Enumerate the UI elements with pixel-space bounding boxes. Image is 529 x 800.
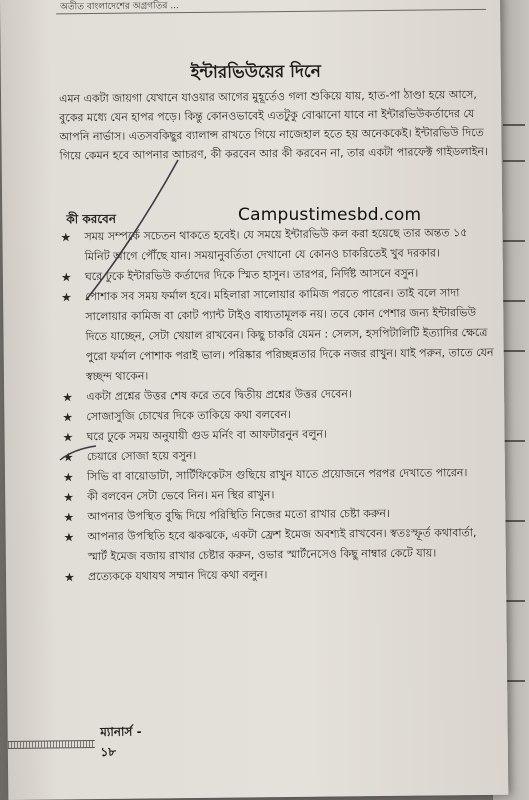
- star-icon: ★: [63, 530, 75, 545]
- tip-text: ঘরে ঢুকে ইন্টারভিউ কর্তাদের দিকে স্মিত হাসুন। তারপর, নির্দিষ্ট আসনে বসুন।: [84, 266, 419, 284]
- tip-text: প্রত্যেককে যথাযথ সম্মান দিয়ে কথা বলুন।: [87, 568, 268, 584]
- star-icon: ★: [61, 290, 72, 305]
- star-icon: ★: [62, 390, 74, 405]
- intro-paragraph: এমন একটা জায়গা যেখানে যাওয়ার আগের মুহূর্তেও গলা শুকিয়ে যায়, হাত-পা ঠাণ্ডা হয়ে আসে, বুকের মধ্যে যেন হাপর পড়ে। কিন্তু কোনওভাবেই এতটুকু বোঝানো যাবে না ইন্টারভিউকর্তাদের যে আপনি নার্ভাস। এতসবকিছুর ব্যালান্স রাখতে গিয়ে নাজেহাল হতে হয় অনেককেই। ইন্টারভিউ দিতে গিয়ে কেমন হবে আপনার আচরণ, কী করবেন আর কী করবেন না, তার একটা পারফেক্ট গাইডলাইন।: [58, 88, 489, 163]
- star-icon: ★: [62, 450, 74, 465]
- running-head: অতীত বাংলাদেশের অগ্রগতির ...: [60, 1, 179, 13]
- list-item: [64, 563, 496, 588]
- tip-text: চেয়ারে সোজা হয়ে বসুন।: [86, 448, 197, 464]
- tip-text: কী বলবেন সেটা ভেবে নিন। মন স্থির রাখুন।: [87, 488, 275, 504]
- tip-text: আপনার উপস্থিত বুদ্ধি দিয়ে পরিস্থিতি নিজের মতো রাখার চেষ্টা করুন।: [87, 506, 390, 524]
- tips-list: [60, 223, 496, 588]
- page-title: ইন্টারভিউয়ের দিনে: [190, 61, 321, 84]
- star-icon: ★: [63, 570, 75, 585]
- watermark: Campustimesbd.com: [238, 205, 422, 225]
- star-icon: ★: [63, 510, 75, 525]
- tip-text: পোশাক সব সময় ফর্মাল হবে। মহিলারা সালোয়ার কামিজ পরতে পারেন। তাই বলে সাদা সালোয়ার কামিজ বা কোট প্যান্ট টাইও বাধ্যতামূলক নয়। তবে কোন পেশার জন্য ইন্টারভিউ দিতে যাচ্ছেন, সেটা খেয়াল রাখবেন। কিছু চাকরি যেমন : সেলস, হসপিটালিটি ইত্যাদির ক্ষেত্রে পুরো ফর্মাল পোশাক পরাই ভাল। পরিষ্কার পরিচ্ছন্নতার দিকে নজর রাখুন। যাই পরুন, তাতে যেন স্বচ্ছন্দ থাকেন।: [85, 286, 494, 384]
- star-icon: ★: [62, 470, 74, 485]
- star-icon: ★: [62, 430, 74, 445]
- tip-text: সোজাসুজি চোখের দিকে তাকিয়ে কথা বলবেন।: [86, 407, 292, 424]
- page-number-label: ম্যানার্স - ১৮: [100, 724, 142, 759]
- star-icon: ★: [62, 410, 74, 425]
- list-item: [60, 223, 492, 268]
- star-icon: ★: [60, 270, 72, 285]
- footer-ornament: [8, 740, 95, 749]
- tip-text: সিভি বা বায়োডাটা, সার্টিফিকেটস গুছিয়ে রাখুন যাতে প্রয়োজনে পরপর দেখাতে পারেন।: [86, 466, 468, 484]
- tip-text: সময় সম্পর্কে সচেতন থাকতে হবেই। যে সময়ে ইন্টারভিউ কল করা হয়েছে তার অন্তত ১৫ মিনিট আগে পৌঁছে যান। সময়ানুবর্তিতা দেখানো যে কোনও চাকরিতেই খুব দরকার।: [84, 226, 468, 264]
- tip-text: ঘরে ঢুকে সময় অনুযায়ী গুড মর্নিং বা আফটারনুন বলুন।: [86, 427, 328, 444]
- tip-text: একটা প্রশ্নের উত্তর শেষ করে তবে দ্বিতীয় প্রশ্নের উত্তর দেবেন।: [86, 387, 352, 404]
- star-icon: ★: [63, 490, 75, 505]
- section-heading: কী করবেন: [66, 211, 117, 227]
- star-icon: ★: [60, 230, 72, 245]
- list-item: [61, 283, 494, 388]
- tip-text: আপনার উপস্থিতি হবে ঝকঝকে, একটা ফ্রেশ ইমেজ অবশ্যই রাখবেন। স্বতঃস্ফূর্ত কথাবার্তা, স্মার্ট ইমেজ বজায় রাখার চেষ্টার করুন, ওভার স্মার্টনেসেও কিছু নাম্বার কেটে যায়।: [87, 526, 477, 564]
- page-footer: [8, 724, 158, 759]
- list-item: [64, 523, 496, 568]
